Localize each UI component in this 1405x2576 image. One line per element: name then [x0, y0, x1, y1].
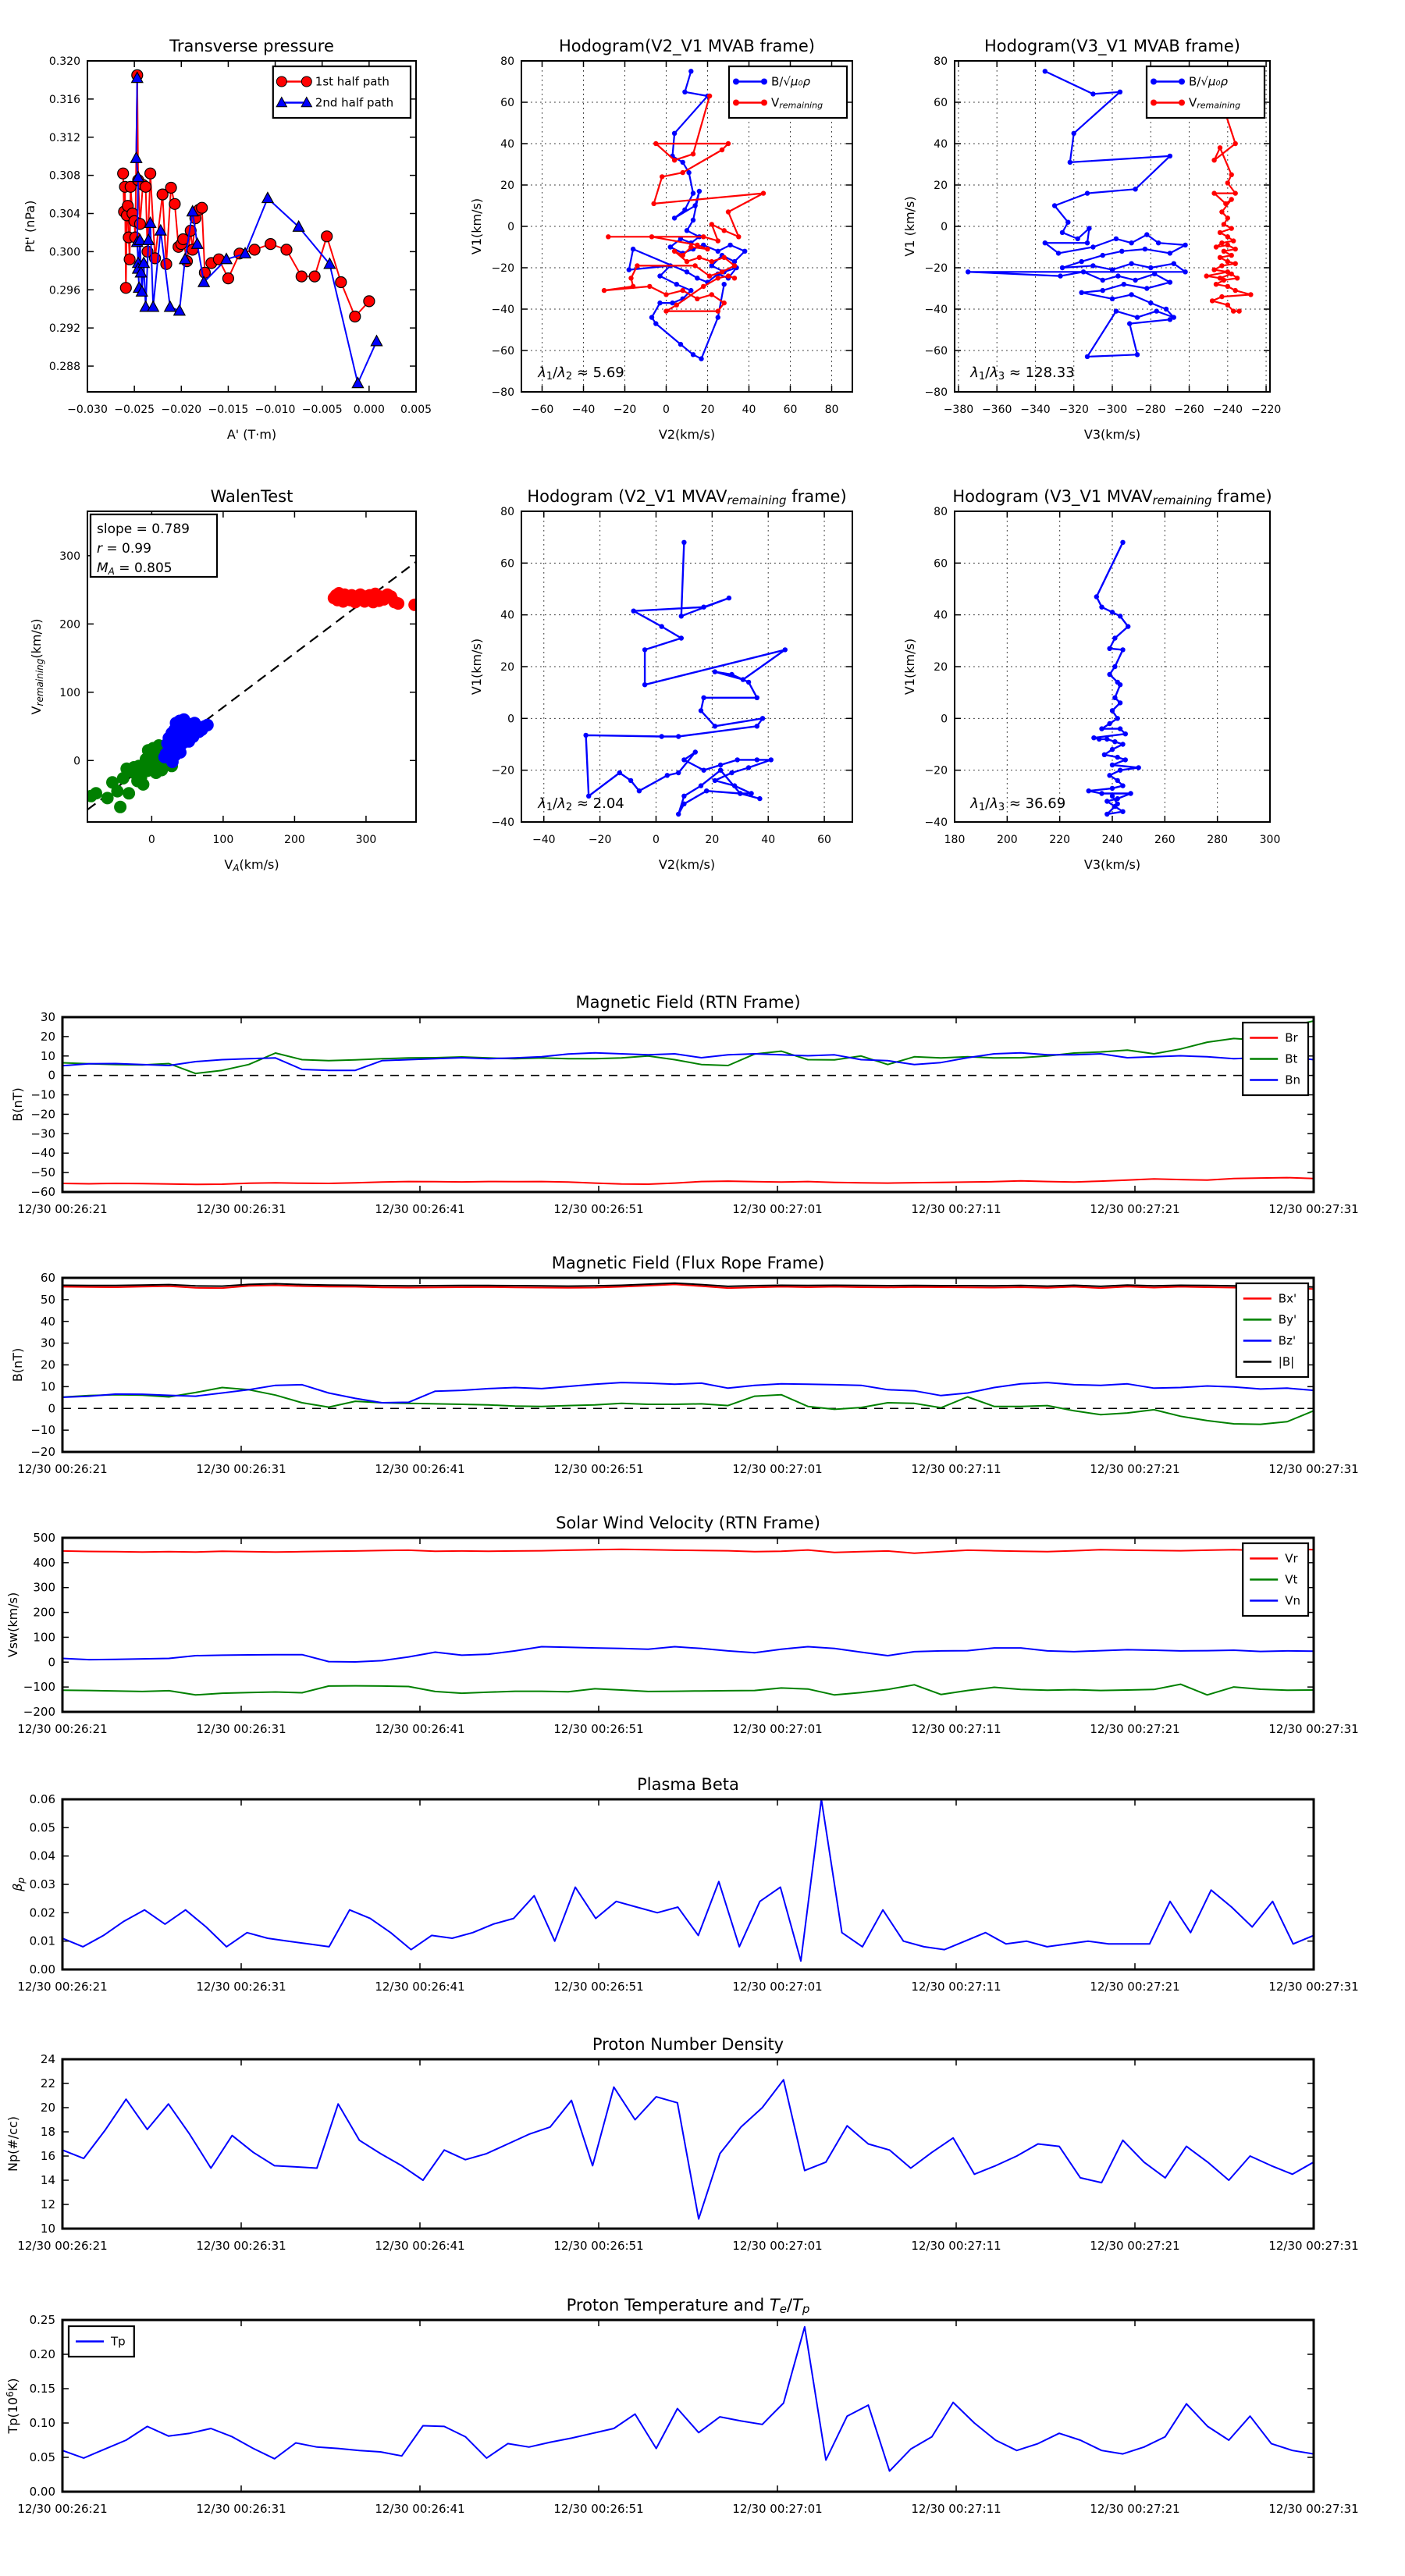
y-tick-label: 60	[500, 557, 514, 571]
y-tick-label: 200	[59, 618, 80, 632]
y-tick-label: 300	[59, 550, 80, 563]
chart-title: Hodogram(V2_V1 MVAB frame)	[559, 37, 815, 55]
y-tick-label: 0.02	[29, 1905, 55, 1920]
y-tick-label: −30	[30, 1126, 55, 1141]
y-tick-label: 400	[33, 1555, 55, 1570]
x-tick-label: 12/30 00:26:21	[17, 2239, 108, 2253]
y-tick-label: 0.04	[29, 1848, 55, 1863]
x-tick-label: 0	[653, 834, 660, 846]
tspan: 1	[546, 370, 553, 382]
y-tick-label: −60	[491, 345, 514, 358]
y-tick-label: 0	[941, 713, 948, 726]
x-tick-label: 12/30 00:26:31	[196, 1980, 286, 1994]
y-tick-label: 40	[500, 138, 514, 151]
y-tick-label: −40	[924, 304, 948, 316]
y-tick-label: 0.03	[29, 1877, 55, 1891]
y-tick-label: 80	[934, 55, 948, 68]
x-tick-label: 12/30 00:27:21	[1090, 1980, 1180, 1994]
y-tick-label: 0.296	[48, 284, 80, 297]
y-tick-label: 0.05	[29, 1820, 55, 1835]
y-axis-label: B(nT)	[10, 1347, 25, 1382]
tspan: 2	[565, 370, 573, 382]
y-tick-label: 0	[48, 1655, 55, 1670]
y-tick-label: 0	[941, 221, 948, 233]
x-tick-label: 12/30 00:26:41	[375, 2502, 465, 2516]
x-axis-label: A' (T·m)	[226, 427, 277, 442]
y-tick-label: 50	[40, 1292, 55, 1307]
x-tick-label: 12/30 00:26:41	[375, 2239, 465, 2253]
tspan: M	[97, 560, 108, 576]
x-tick-label: 12/30 00:27:31	[1268, 1462, 1359, 1476]
tspan: Hodogram (V2_V1 MVAV	[527, 487, 727, 506]
x-tick-label: 12/30 00:27:21	[1090, 2239, 1180, 2253]
legend-item-label: Bx'	[1278, 1291, 1297, 1306]
tspan: /	[553, 795, 558, 813]
x-tick-label: −320	[1058, 404, 1089, 416]
x-tick-label: −220	[1250, 404, 1282, 416]
tspan: λ	[990, 364, 998, 381]
y-tick-label: 20	[500, 661, 514, 674]
tspan: B/√	[771, 74, 791, 89]
y-tick-label: 80	[934, 506, 948, 518]
x-tick-label: 12/30 00:26:31	[196, 1722, 286, 1736]
x-tick-label: 12/30 00:26:41	[375, 1462, 465, 1476]
tspan: λ	[990, 795, 998, 813]
x-axis-label: V2(km/s)	[658, 857, 716, 872]
y-tick-label: 20	[40, 1357, 55, 1372]
y-axis-label: V1(km/s)	[469, 638, 484, 696]
tspan: 2	[565, 801, 573, 813]
x-tick-label: −300	[1097, 404, 1128, 416]
y-tick-label: 0	[48, 1401, 55, 1416]
tspan: remaining	[34, 658, 45, 706]
y-tick-label: −20	[30, 1107, 55, 1122]
tspan: /	[985, 795, 991, 813]
x-tick-label: 12/30 00:26:21	[17, 2502, 108, 2516]
tspan: = 0.805	[114, 560, 173, 576]
x-tick-label: 12/30 00:27:31	[1268, 2239, 1359, 2253]
x-tick-label: −240	[1212, 404, 1243, 416]
y-tick-label: 0.308	[48, 169, 80, 183]
x-tick-label: −0.025	[114, 404, 155, 416]
y-tick-label: 100	[33, 1630, 55, 1645]
y-tick-label: 0	[48, 1068, 55, 1083]
x-tick-label: 40	[761, 834, 776, 846]
x-tick-label: −60	[530, 404, 554, 416]
y-tick-label: 80	[500, 55, 514, 68]
tspan: V	[771, 95, 780, 110]
x-tick-label: −0.010	[254, 404, 296, 416]
x-tick-label: 12/30 00:26:31	[196, 1462, 286, 1476]
tspan: remaining	[727, 493, 787, 508]
x-tick-label: 200	[996, 834, 1018, 846]
x-tick-label: −0.015	[208, 404, 249, 416]
legend	[69, 2326, 134, 2357]
x-tick-label: 12/30 00:27:11	[911, 1980, 1001, 1994]
x-tick-label: 280	[1207, 834, 1229, 846]
y-tick-label: 30	[40, 1010, 55, 1024]
y-tick-label: 0.15	[29, 2382, 55, 2396]
y-tick-label: 18	[40, 2125, 55, 2139]
y-tick-label: −80	[924, 386, 948, 399]
y-tick-label: 40	[40, 1314, 55, 1329]
y-tick-label: 16	[40, 2149, 55, 2163]
tspan: 3	[998, 370, 1005, 382]
y-tick-label: 0.00	[29, 2485, 55, 2499]
y-tick-label: 0.20	[29, 2347, 55, 2361]
x-tick-label: 12/30 00:27:01	[732, 1722, 823, 1736]
y-tick-label: 60	[40, 1271, 55, 1285]
x-tick-label: 12/30 00:27:11	[911, 1462, 1001, 1476]
x-tick-label: −0.020	[161, 404, 202, 416]
y-tick-label: 0	[73, 755, 80, 768]
x-tick-label: −40	[532, 834, 556, 846]
tspan: K)	[5, 2378, 20, 2392]
y-tick-label: 0.10	[29, 2416, 55, 2430]
x-tick-label: 300	[1259, 834, 1281, 846]
x-tick-label: −20	[613, 404, 637, 416]
x-tick-label: 12/30 00:26:21	[17, 1202, 108, 1216]
y-axis-label: Vsw(km/s)	[5, 1592, 20, 1658]
y-tick-label: 60	[934, 557, 948, 571]
y-axis-label: V1(km/s)	[469, 197, 484, 255]
tspan: p	[15, 1877, 27, 1884]
x-tick-label: 12/30 00:27:21	[1090, 1202, 1180, 1216]
tspan: λ	[538, 364, 546, 381]
y-tick-label: 40	[934, 609, 948, 622]
y-tick-label: 0.06	[29, 1792, 55, 1806]
y-axis-label: Np(#/cc)	[5, 2116, 20, 2172]
y-axis-label: Pt' (nPa)	[23, 200, 37, 253]
tspan: V	[224, 857, 233, 872]
legend-item-label: Vr	[1285, 1551, 1298, 1566]
y-tick-label: 20	[40, 2101, 55, 2115]
tspan: e	[779, 2302, 787, 2317]
tspan: 6	[5, 2391, 16, 2397]
chart-title: Solar Wind Velocity (RTN Frame)	[556, 1514, 820, 1532]
x-tick-label: 12/30 00:26:51	[553, 1722, 644, 1736]
x-tick-label: 12/30 00:27:31	[1268, 2502, 1359, 2516]
y-tick-label: 300	[33, 1580, 55, 1595]
x-axis-label: V2(km/s)	[658, 427, 716, 442]
y-tick-label: −100	[23, 1680, 55, 1695]
tspan: ≈ 128.33	[1005, 364, 1075, 381]
x-tick-label: 12/30 00:27:21	[1090, 2502, 1180, 2516]
y-axis-label	[5, 2379, 20, 2435]
x-tick-label: 100	[212, 834, 234, 846]
y-tick-label: −40	[924, 817, 948, 829]
tspan: /	[786, 2296, 793, 2314]
legend-item-label: By'	[1278, 1312, 1297, 1327]
x-tick-label: 12/30 00:27:31	[1268, 1980, 1359, 1994]
x-tick-label: 12/30 00:26:31	[196, 2239, 286, 2253]
y-tick-label: 0.320	[48, 55, 80, 68]
chart-title	[567, 2296, 810, 2316]
chart-title: Magnetic Field (RTN Frame)	[575, 993, 801, 1012]
x-tick-label: 40	[742, 404, 756, 416]
y-tick-label: 0.01	[29, 1934, 55, 1948]
y-tick-label: 80	[500, 506, 514, 518]
tspan: A	[233, 862, 240, 873]
y-tick-label: −40	[491, 817, 514, 829]
x-tick-label: 240	[1101, 834, 1123, 846]
y-tick-label: −200	[23, 1705, 55, 1719]
legend-item-label: Vt	[1285, 1572, 1298, 1587]
y-tick-label: 0.00	[29, 1962, 55, 1976]
x-tick-label: −20	[588, 834, 612, 846]
legend-item-label: 1st half path	[315, 74, 389, 89]
series-group	[62, 2327, 1314, 2471]
tspan: frame)	[1211, 487, 1272, 506]
axes-frame	[62, 2320, 1314, 2492]
x-tick-label: 12/30 00:26:51	[553, 2239, 644, 2253]
x-tick-label: 200	[284, 834, 305, 846]
x-tick-label: 12/30 00:26:21	[17, 1980, 108, 1994]
y-tick-label: 20	[934, 180, 948, 192]
y-tick-label: 0.292	[48, 322, 80, 336]
x-axis-label: V3(km/s)	[1083, 427, 1141, 442]
y-axis-label: B(nT)	[10, 1087, 25, 1122]
tspan: 3	[998, 801, 1005, 813]
legend-item-label: |B|	[1278, 1354, 1295, 1369]
x-tick-label: −360	[981, 404, 1012, 416]
x-axis-label: V3(km/s)	[1083, 857, 1141, 872]
y-tick-label: 10	[40, 2222, 55, 2236]
tspan: 1	[978, 370, 986, 382]
chart-title: Proton Number Density	[592, 2035, 784, 2054]
x-tick-label: 12/30 00:26:51	[553, 1202, 644, 1216]
y-tick-label: 0.05	[29, 2450, 55, 2464]
x-tick-label: 80	[824, 404, 839, 416]
y-tick-label: −20	[491, 262, 514, 275]
tspan: V	[29, 706, 44, 715]
x-tick-label: 12/30 00:26:21	[17, 1722, 108, 1736]
tspan: Tp(10	[5, 2396, 20, 2434]
tspan: /	[985, 364, 991, 381]
y-tick-label: −20	[924, 764, 948, 777]
y-tick-label: 200	[33, 1605, 55, 1620]
y-tick-label: 12	[40, 2197, 55, 2211]
x-tick-label: 12/30 00:27:01	[732, 1462, 823, 1476]
y-tick-label: 0.25	[29, 2313, 55, 2327]
x-tick-label: 260	[1154, 834, 1176, 846]
tspan: λ	[557, 795, 566, 813]
x-tick-label: 12/30 00:27:01	[732, 2239, 823, 2253]
y-tick-label: −60	[30, 1185, 55, 1199]
x-tick-label: 12/30 00:27:31	[1268, 1722, 1359, 1736]
x-tick-label: 60	[783, 404, 798, 416]
y-tick-label: −10	[30, 1087, 55, 1102]
tspan: (km/s)	[239, 857, 279, 872]
y-tick-label: 10	[40, 1048, 55, 1063]
y-tick-label: 22	[40, 2076, 55, 2090]
y-tick-label: −20	[924, 262, 948, 275]
y-tick-label: −50	[30, 1165, 55, 1180]
tspan: p	[802, 2302, 810, 2317]
tspan: remaining	[1152, 493, 1212, 508]
tspan: μ₀ρ	[1208, 74, 1228, 89]
x-tick-label: 60	[817, 834, 831, 846]
tspan: = 0.99	[102, 541, 151, 557]
tspan: /	[553, 364, 558, 381]
y-tick-label: 0.316	[48, 93, 80, 106]
x-tick-label: 12/30 00:27:11	[911, 2239, 1001, 2253]
series-line-Tp	[62, 2327, 1314, 2471]
x-tick-label: 12/30 00:27:31	[1268, 1202, 1359, 1216]
y-tick-label: 0.312	[48, 131, 80, 144]
y-tick-label: −20	[30, 1445, 55, 1459]
tspan: λ	[970, 795, 979, 813]
y-tick-label: −60	[924, 345, 948, 358]
tspan: 1	[978, 801, 986, 813]
x-tick-label: −340	[1020, 404, 1051, 416]
tspan: frame)	[786, 487, 847, 506]
x-tick-label: −260	[1174, 404, 1204, 416]
tspan: 1	[546, 801, 553, 813]
y-axis-label: V1 (km/s)	[902, 196, 917, 257]
tspan: λ	[970, 364, 979, 381]
x-tick-label: 12/30 00:27:21	[1090, 1462, 1180, 1476]
y-tick-label: 10	[40, 1379, 55, 1394]
tspan: remaining	[1197, 100, 1241, 111]
x-tick-label: 12/30 00:26:51	[553, 1462, 644, 1476]
x-tick-label: 12/30 00:26:41	[375, 1722, 465, 1736]
tspan: slope = 0.789	[97, 521, 190, 537]
x-tick-label: 0	[148, 834, 155, 846]
x-tick-label: 12/30 00:26:41	[375, 1980, 465, 1994]
x-tick-label: 12/30 00:27:01	[732, 1202, 823, 1216]
x-tick-label: 12/30 00:27:11	[911, 2502, 1001, 2516]
x-tick-label: 180	[944, 834, 966, 846]
x-tick-label: 12/30 00:26:51	[553, 2502, 644, 2516]
legend-item-label: Bt	[1285, 1051, 1298, 1066]
legend-item-label: Br	[1285, 1030, 1298, 1045]
y-tick-label: −80	[491, 386, 514, 399]
x-tick-label: 20	[700, 404, 715, 416]
tspan: r	[97, 541, 102, 557]
y-tick-label: 60	[934, 97, 948, 109]
y-tick-label: −10	[30, 1423, 55, 1438]
tspan: λ	[538, 795, 546, 813]
tspan: λ	[557, 364, 566, 381]
tspan: (km/s)	[29, 618, 44, 659]
x-tick-label: 12/30 00:27:11	[911, 1722, 1001, 1736]
tspan: β	[10, 1883, 25, 1891]
y-tick-label: 60	[500, 97, 514, 109]
x-tick-label: −380	[943, 404, 974, 416]
tspan: Proton Temperature and	[566, 2296, 770, 2314]
legend-item-label: Vn	[1285, 1593, 1300, 1608]
x-tick-label: 0.000	[353, 404, 385, 416]
y-tick-label: 20	[934, 661, 948, 674]
chart-title: Hodogram(V3_V1 MVAB frame)	[984, 37, 1240, 55]
x-tick-label: 12/30 00:27:01	[732, 1980, 823, 1994]
x-tick-label: 220	[1049, 834, 1071, 846]
x-tick-label: 300	[355, 834, 377, 846]
x-tick-label: 0.005	[400, 404, 432, 416]
y-tick-label: 20	[500, 180, 514, 192]
tspan: B/√	[1189, 74, 1208, 89]
tspan: μ₀ρ	[790, 74, 810, 89]
tspan: ≈ 2.04	[572, 795, 624, 813]
legend-item-label: Tp	[111, 2334, 126, 2349]
x-tick-label: 20	[705, 834, 720, 846]
x-tick-label: −0.005	[301, 404, 343, 416]
y-tick-label: 100	[59, 686, 80, 699]
y-tick-label: 30	[40, 1336, 55, 1350]
x-tick-label: 12/30 00:26:31	[196, 1202, 286, 1216]
x-tick-label: −0.030	[67, 404, 108, 416]
tspan: T	[792, 2296, 802, 2314]
y-tick-label: 40	[934, 138, 948, 151]
x-tick-label: 12/30 00:27:01	[732, 2502, 823, 2516]
x-tick-label: 12/30 00:26:31	[196, 2502, 286, 2516]
y-tick-label: 0.300	[48, 246, 80, 259]
y-tick-label: 0.304	[48, 208, 80, 221]
y-tick-label: 20	[40, 1029, 55, 1044]
chart-title: Plasma Beta	[637, 1775, 739, 1794]
y-tick-label: 0.288	[48, 361, 80, 374]
y-tick-label: 40	[500, 609, 514, 622]
y-tick-label: 14	[40, 2173, 55, 2187]
legend-item-label: 2nd half path	[315, 95, 394, 110]
chart-title: WalenTest	[210, 487, 293, 506]
y-tick-label: 24	[40, 2052, 55, 2066]
x-tick-label: 0	[663, 404, 670, 416]
tspan: remaining	[779, 100, 823, 111]
tspan: T	[769, 2296, 780, 2314]
x-tick-label: 12/30 00:26:51	[553, 1980, 644, 1994]
y-tick-label: 0	[507, 713, 514, 726]
chart-title: Magnetic Field (Flux Rope Frame)	[551, 1254, 825, 1272]
y-tick-label: −20	[491, 764, 514, 777]
x-tick-label: 12/30 00:26:21	[17, 1462, 108, 1476]
x-tick-label: 12/30 00:27:21	[1090, 1722, 1180, 1736]
y-tick-label: 500	[33, 1531, 55, 1545]
legend-item-label: Bn	[1285, 1073, 1301, 1087]
x-tick-label: 12/30 00:26:41	[375, 1202, 465, 1216]
tspan: ≈ 5.69	[572, 364, 624, 381]
tspan: Hodogram (V3_V1 MVAV	[952, 487, 1153, 506]
tspan: A	[108, 565, 115, 577]
tspan: V	[1189, 95, 1197, 110]
x-tick-label: 12/30 00:27:11	[911, 1202, 1001, 1216]
y-axis-label: V1(km/s)	[902, 638, 917, 696]
tspan: ≈ 36.69	[1005, 795, 1066, 813]
x-tick-label: −40	[571, 404, 596, 416]
x-tick-label: −280	[1136, 404, 1166, 416]
y-tick-label: 0	[507, 221, 514, 233]
legend-item-label: Bz'	[1278, 1333, 1297, 1348]
chart-title: Transverse pressure	[169, 37, 334, 55]
y-tick-label: −40	[491, 304, 514, 316]
y-tick-label: −40	[30, 1146, 55, 1161]
